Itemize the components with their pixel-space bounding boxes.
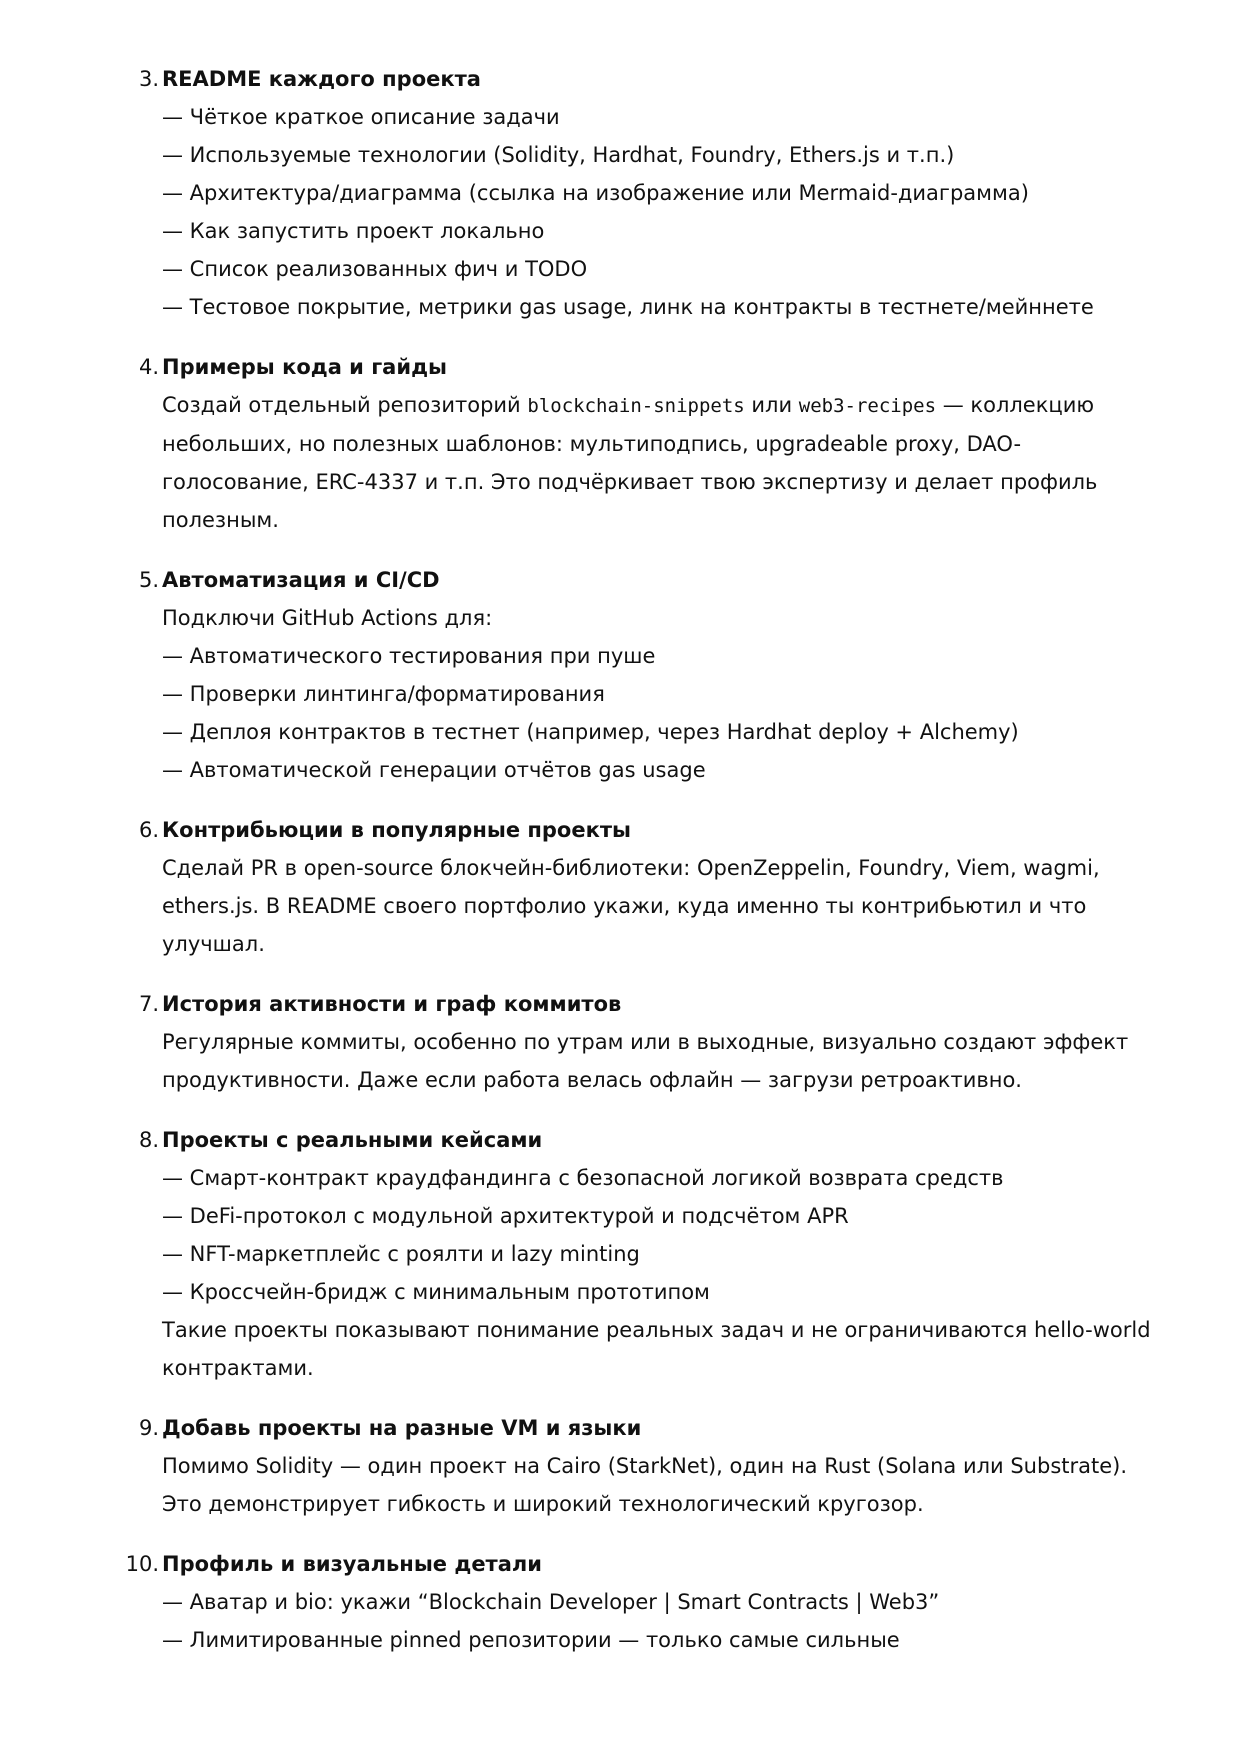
item-line: — Кроссчейн-бридж с минимальным прототипом — [162, 1280, 710, 1304]
item-title: Добавь проекты на разные VM и языки — [162, 1416, 642, 1440]
item-paragraph: Регулярные коммиты, особенно по утрам или в выходные, визуально создают эффект продуктивности. Даже если работа велась офлайн — загрузи ретроактивно. — [162, 1030, 1129, 1092]
item-title: История активности и граф коммитов — [162, 992, 622, 1016]
item-paragraph: Помимо Solidity — один проект на Cairo (StarkNet), один на Rust (Solana или Substrate). Это демонстрирует гибкость и широкий технологический кругозор. — [162, 1454, 1128, 1516]
item-number: 3. — [138, 67, 159, 91]
item-line: — Автоматической генерации отчётов gas usage — [162, 758, 706, 782]
paragraph-text: — коллекцию небольших, но полезных шаблонов: мультиподпись, upgradeable proxy, DAO-голосование, ERC-4337 и т.п. Это подчёркивает твою экспертизу и делает профиль полезным. — [162, 393, 1098, 532]
item-line: — Архитектура/диаграмма (ссылка на изображение или Mermaid-диаграмма) — [162, 181, 1029, 205]
item-number: 9. — [138, 1416, 159, 1440]
paragraph-text: Создай отдельный репозиторий — [162, 393, 528, 417]
item-line: — Смарт-контракт краудфандинга с безопасной логикой возврата средств — [162, 1166, 1004, 1190]
paragraph-text: или — [744, 393, 799, 417]
item-paragraph — [162, 386, 1162, 539]
repo-name-code: web3-recipes — [798, 395, 937, 417]
item-paragraph: Такие проекты показывают понимание реальных задач и не ограничиваются hello-world контрактами. — [162, 1318, 1151, 1380]
list-item-6 — [0, 811, 1162, 963]
list-item-5 — [0, 561, 1162, 789]
item-line: Подключи GitHub Actions для: — [162, 606, 493, 630]
list-item-10 — [0, 1545, 1162, 1659]
list-item-7 — [0, 985, 1162, 1099]
item-line: — Тестовое покрытие, метрики gas usage, линк на контракты в тестнете/мейннете — [162, 295, 1094, 319]
item-number: 6. — [138, 818, 159, 842]
item-number: 7. — [138, 992, 159, 1016]
list-item-4 — [0, 348, 1162, 539]
item-title: Автоматизация и CI/CD — [162, 568, 440, 592]
list-item-3 — [0, 60, 1162, 326]
repo-name-code: blockchain-snippets — [527, 395, 745, 417]
item-title: Контрибьюции в популярные проекты — [162, 818, 631, 842]
item-line: — Как запустить проект локально — [162, 219, 545, 243]
item-title: Профиль и визуальные детали — [162, 1552, 542, 1576]
item-number: 10. — [125, 1552, 159, 1576]
item-line: — DeFi-протокол с модульной архитектурой и подсчётом APR — [162, 1204, 849, 1228]
item-line: — NFT-маркетплейс с роялти и lazy minting — [162, 1242, 640, 1266]
item-number: 8. — [138, 1128, 159, 1152]
list-item-8 — [0, 1121, 1162, 1387]
item-title: Проекты с реальными кейсами — [162, 1128, 543, 1152]
item-line: — Список реализованных фич и TODO — [162, 257, 588, 281]
item-line: — Используемые технологии (Solidity, Hardhat, Foundry, Ethers.js и т.п.) — [162, 143, 955, 167]
document-body — [0, 60, 1239, 1681]
item-number: 5. — [138, 568, 159, 592]
item-paragraph: Сделай PR в open-source блокчейн-библиотеки: OpenZeppelin, Foundry, Viem, wagmi, ethers.js. В README своего портфолио укажи, куда именно ты контрибьютил и что улучшал. — [162, 856, 1100, 956]
item-title: README каждого проекта — [162, 67, 481, 91]
item-line: — Аватар и bio: укажи “Blockchain Developer | Smart Contracts | Web3” — [162, 1590, 940, 1614]
item-title: Примеры кода и гайды — [162, 355, 448, 379]
item-line: — Чёткое краткое описание задачи — [162, 105, 560, 129]
item-line: — Проверки линтинга/форматирования — [162, 682, 605, 706]
item-number: 4. — [138, 355, 159, 379]
item-line: — Лимитированные pinned репозитории — только самые сильные — [162, 1628, 900, 1652]
list-item-9 — [0, 1409, 1162, 1523]
item-line: — Автоматического тестирования при пуше — [162, 644, 656, 668]
item-line: — Деплоя контрактов в тестнет (например, через Hardhat deploy + Alchemy) — [162, 720, 1019, 744]
